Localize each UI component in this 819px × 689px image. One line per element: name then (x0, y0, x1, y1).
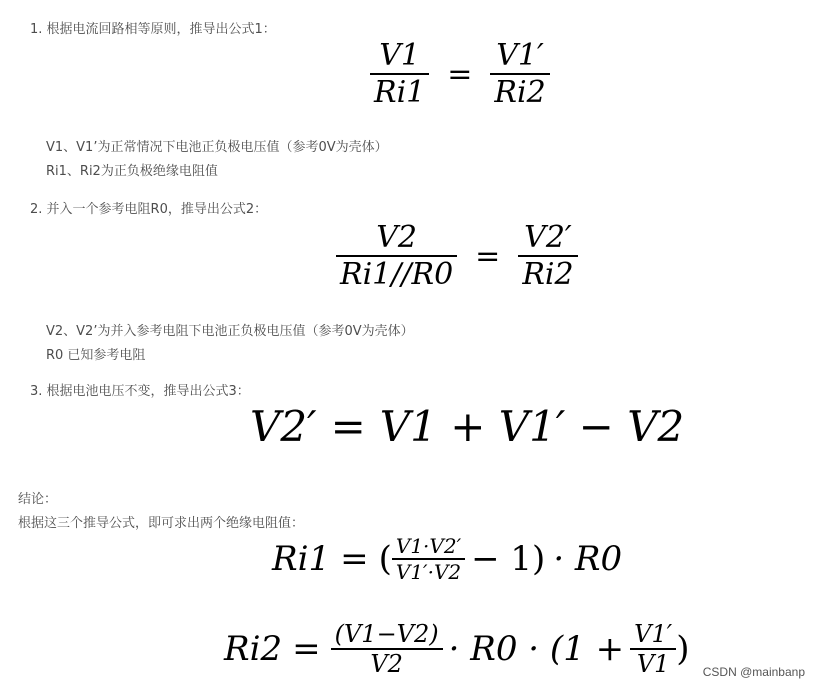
watermark: CSDN @mainbanp (702, 665, 805, 679)
formula-5 (224, 620, 689, 678)
formula-5-inner-fraction (630, 620, 676, 678)
formula-5-close-paren: ) (676, 628, 690, 669)
desc-2a: V2、V2’为并入参考电阻下电池正负极电压值（参考0V为壳体） (46, 324, 414, 339)
formula-5-numerator: (V1−V2) (334, 620, 439, 648)
formula-1-equals: = (447, 56, 473, 92)
formula-3-lhs: V2′ (250, 402, 317, 451)
conclusion-title: 结论： (18, 492, 58, 507)
formula-5-fraction (331, 620, 443, 678)
formula-5-inner-denominator: V1 (636, 649, 670, 678)
formula-4-tail: − 1) (471, 538, 546, 579)
formula-5-lhs: Ri2 (224, 628, 283, 669)
formula-2-right-denominator: Ri2 (522, 257, 574, 292)
formula-4-denominator: V1′·V2 (395, 559, 462, 584)
formula-1-left-numerator: V1 (379, 38, 421, 73)
step-2-text: 2. 并入一个参考电阻R0，推导出公式2： (30, 202, 268, 217)
formula-2-left-numerator: V2 (376, 220, 417, 255)
formula-2-left-fraction (336, 220, 457, 292)
formula-2-right-numerator: V2′ (524, 220, 572, 255)
formula-4-open-paren: ( (378, 538, 392, 579)
formula-5-middle: · R0 · (1 + (448, 628, 625, 669)
step-1-text: 1. 根据电流回路相等原则，推导出公式1： (30, 22, 276, 37)
formula-1-right-numerator: V1′ (496, 38, 544, 73)
formula-2-equals: = (475, 238, 501, 274)
formula-1-left-fraction (370, 38, 429, 110)
formula-5-equals: = (292, 628, 321, 669)
formula-3 (250, 402, 684, 451)
formula-1-left-denominator: Ri1 (374, 75, 426, 110)
formula-4 (272, 534, 622, 584)
formula-3-equals: = (330, 402, 366, 451)
formula-1-right-denominator: Ri2 (494, 75, 546, 110)
conclusion-text: 根据这三个推导公式，即可求出两个绝缘电阻值： (18, 516, 305, 531)
formula-1 (370, 38, 550, 110)
desc-1a: V1、V1’为正常情况下电池正负极电压值（参考0V为壳体） (46, 140, 388, 155)
formula-4-multiplier: · R0 (553, 538, 623, 579)
formula-4-fraction (392, 534, 465, 584)
desc-1b: Ri1、Ri2为正负极绝缘电阻值 (46, 164, 218, 179)
formula-5-inner-numerator: V1′ (634, 620, 673, 648)
formula-4-lhs: Ri1 (272, 538, 331, 579)
formula-3-rhs: V1 + V1′ − V2 (379, 402, 685, 451)
formula-1-right-fraction (490, 38, 549, 110)
formula-2 (336, 220, 578, 292)
desc-2b: R0 已知参考电阻 (46, 348, 146, 363)
formula-4-numerator: V1·V2′ (395, 534, 462, 558)
formula-2-left-denominator: Ri1//R0 (340, 257, 454, 292)
formula-4-equals: = (340, 538, 369, 579)
formula-5-denominator: V2 (370, 649, 403, 678)
step-3-text: 3. 根据电池电压不变，推导出公式3： (30, 384, 250, 399)
formula-2-right-fraction (518, 220, 577, 292)
